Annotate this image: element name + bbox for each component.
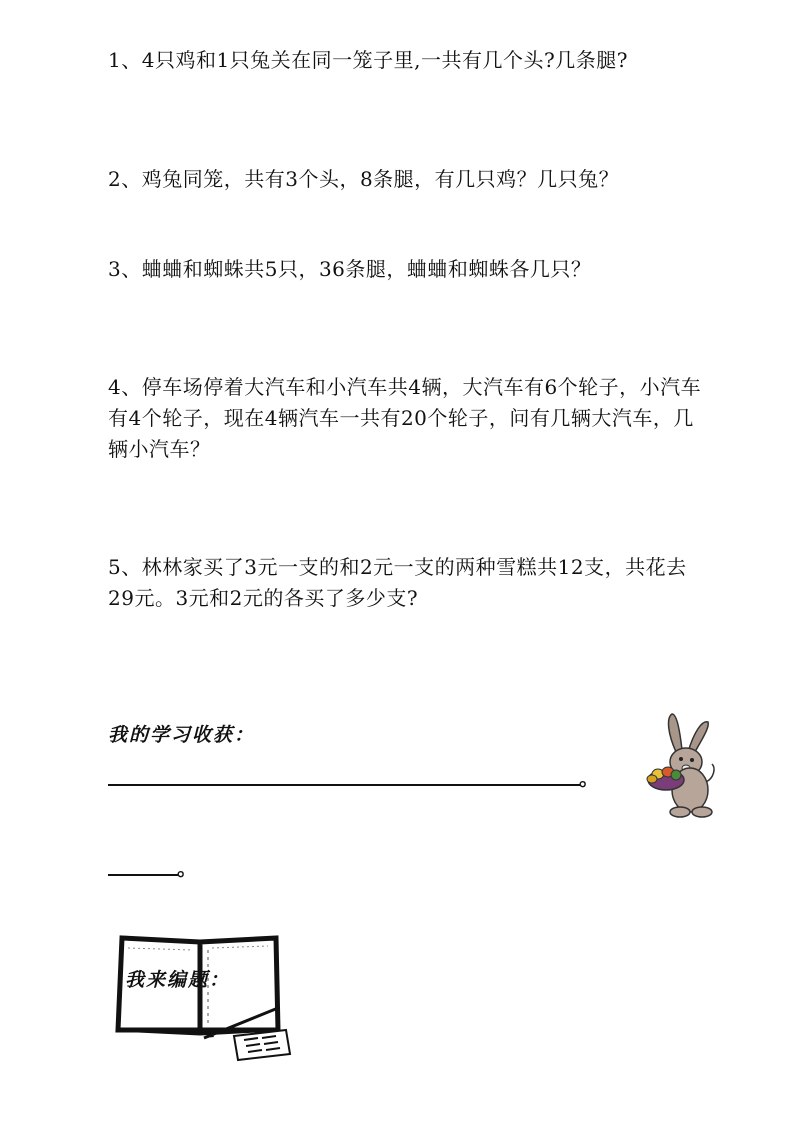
question-4: 4、停车场停着大汽车和小汽车共4辆，大汽车有6个轮子，小汽车有4个轮子，现在4辆汽车一共有20个轮子，问有几辆大汽车，几辆小汽车？ — [108, 375, 702, 461]
question-1: 1、4只鸡和1只兔关在同一笼子里,一共有几个头?几条腿? — [108, 48, 628, 72]
make-question-heading: 我来编题： — [125, 969, 231, 991]
bunny-icon — [636, 712, 722, 820]
question-2: 2、鸡兔同笼，共有3个头，8条腿，有几只鸡？几只兔？ — [108, 167, 620, 191]
learning-gains-heading: 我的学习收获： — [108, 724, 256, 746]
answer-line-long — [108, 784, 580, 786]
end-mark-short: 。 — [177, 856, 197, 880]
answer-line-short — [108, 874, 178, 876]
end-mark-long: 。 — [579, 766, 599, 790]
question-3: 3、蛐蛐和蜘蛛共5只，36条腿，蛐蛐和蜘蛛各几只？ — [108, 257, 592, 281]
question-5: 5、林林家买了3元一支的和2元一支的两种雪糕共12支，共花去29元。3元和2元的各买了多少支? — [108, 555, 687, 610]
notebook-icon — [108, 930, 308, 1065]
